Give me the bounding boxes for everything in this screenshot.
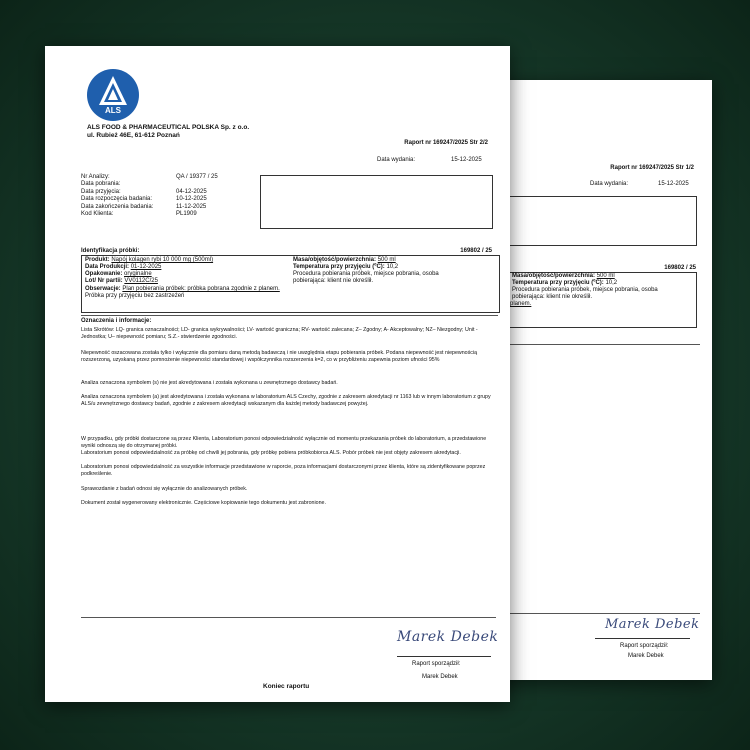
- signature-line: [397, 656, 491, 657]
- issue-date-value: 15-12-2025: [451, 157, 482, 163]
- end-of-report: Koniec raportu: [263, 683, 310, 690]
- info-value: 10-12-2025: [176, 196, 207, 203]
- procedure-line2: pobierająca: klient nie określił.: [293, 278, 374, 284]
- company-name: ALS FOOD & PHARMACEUTICAL POLSKA Sp. z o.o.: [87, 124, 250, 131]
- als-logo: [87, 69, 139, 121]
- accredited-text: Analiza oznaczona symbolem (a) jest akredytowana i została wykonana w laboratorium ALS Czechy, zgodnie z zakresem akredytacji nr 1163 lub w innym laboratorium z grupy ALS/u zewnętrznego dostawcy badań, zgodnie z zakresem akredytacji wskazanym dla każdej metody badawczej powyżej.: [81, 394, 491, 407]
- info-label: Data przyjęcia:: [81, 188, 121, 195]
- procedure-line2: pobierająca: klient nie określił.: [512, 294, 593, 300]
- scope-text: Sprawozdanie z badań odnosi się wyłącznie do analizowanych próbek.: [81, 486, 248, 492]
- divider: [81, 315, 498, 316]
- observations-line2: Próbka przy przyjęciu bez zastrzeżeń: [85, 293, 185, 299]
- divider: [81, 617, 496, 618]
- signature: Marek Debek: [397, 629, 499, 645]
- signature-line: [595, 638, 690, 639]
- report-number: Raport nr 169247/2025 Str 1/2: [610, 165, 694, 171]
- issue-date-label: Data wydania:: [590, 181, 629, 187]
- observations-row: Obserwacje: Plan pobierania próbek: próbka pobrana zgodnie z planem.: [85, 286, 280, 292]
- info-value: PL1909: [176, 211, 197, 218]
- mass-row: Masa/objętość/powierzchnia: 500 ml: [512, 273, 615, 279]
- marks-title: Oznaczenia i informacje:: [81, 318, 152, 324]
- planem-text: planem.: [510, 301, 532, 307]
- procedure-line1: Procedura pobierania próbek, miejsce pobrania, osoba: [293, 271, 439, 277]
- signature: Marek Debek: [605, 617, 700, 632]
- ident-title: Identyfikacja próbki:: [81, 248, 140, 254]
- company-address: ul. Rubież 46E, 61-612 Poznań: [87, 132, 180, 139]
- logo-text: ALS: [105, 106, 121, 115]
- issue-date-label: Data wydania:: [377, 157, 416, 163]
- abbreviations-text: Lista Skrótów: LQ- granica oznaczalności; LD- granica wykrywalności; LV- wartość graniczna; RV- wartość zalecana; Z– Zgodny; A- Akceptowalny; NZ– Niezgodny; Unit - Jednostka; U– niepewność pomiaru; S.Z.- stwierdzenie zgodności.: [81, 327, 478, 340]
- sample-number: 169802 / 25: [460, 248, 492, 254]
- responsibility-text-2: Laboratorium ponosi odpowiedzialność za próbkę od chwili jej pobrania, gdy próbkę pobiera próbkobiorca ALS. Pobór próbek nie jest objęty zakresem akredytacji.: [81, 450, 461, 456]
- non-accredited-text: Analiza oznaczona symbolem (s) nie jest akredytowana i została wykonana u zewnętrznego dostawcy badań.: [81, 380, 338, 386]
- info-label: Kod Klienta:: [81, 211, 114, 218]
- info-value: 11-12-2025: [176, 203, 207, 210]
- signed-name: Marek Debek: [628, 653, 664, 659]
- signed-label: Raport sporządził:: [620, 643, 669, 649]
- info-value: 04-12-2025: [176, 188, 207, 195]
- info-label: Data zakończenia badania:: [81, 203, 154, 210]
- info-value: QA / 19377 / 25: [176, 174, 218, 180]
- uncertainty-text: Niepewność oszacowana została tylko i wyłącznie dla pomiaru daną metodą badawczą i nie uwzględnia etapu pobierania próbek. Podana niepewność jest niepewnością rozszerzoną, uzyskaną przez pomnożenie niepewności standardowej i współczynnika rozszerzenia k=2, co w przybliżeniu zapewnia poziom ufności 95%: [81, 350, 478, 363]
- product-row: Produkt: Napój kolagen rybi 10 000 mg (500ml): [85, 257, 214, 263]
- info-labels: [81, 174, 153, 218]
- client-box: [260, 175, 493, 229]
- temperature-row: Temperatura przy przyjęciu (ºC): 10,2: [512, 280, 618, 286]
- report-page-2: [45, 46, 510, 702]
- info-label: Nr Analizy:: [81, 174, 110, 180]
- procedure-line1: Procedura pobierania próbek, miejsce pobrania, osoba: [512, 287, 658, 293]
- signed-label: Raport sporządził:: [412, 661, 461, 667]
- signed-name: Marek Debek: [422, 674, 458, 680]
- mass-row: Masa/objętość/powierzchnia: 500 ml: [293, 257, 396, 263]
- lot-row: Lot/ Nr partii: VV0112C/25: [85, 278, 158, 284]
- info-value: [176, 181, 218, 188]
- info-label: Data rozpoczęcia badania:: [81, 196, 153, 203]
- temperature-row: Temperatura przy przyjęciu (ºC): 10,2: [293, 264, 399, 270]
- packaging-row: Opakowanie: oryginalne: [85, 271, 152, 277]
- info-label: Data pobrania:: [81, 181, 121, 188]
- responsibility-text-1: W przypadku, gdy próbki dostarczone są przez Klienta, Laboratorium ponosi odpowiedzialność wyłącznie od momentu przekazania próbek do laboratorium, a przedstawione wyniki odnoszą się do otrzymanej próbki.: [81, 436, 487, 449]
- report-number: Raport nr 169247/2025 Str 2/2: [404, 140, 488, 146]
- sample-number: 169802 / 25: [664, 265, 696, 271]
- responsibility-text-3: Laboratorium ponosi odpowiedzialność za wszystkie informacje przedstawione w raporcie, poza informacjami dostarczonymi przez klienta, które są zidentyfikowane poprzez podkreślenie.: [81, 464, 486, 477]
- issue-date-value: 15-12-2025: [658, 181, 689, 187]
- production-row: Data Produkcji: 01-12-2025: [85, 264, 162, 270]
- info-values: [176, 174, 218, 218]
- electronic-doc-text: Dokument został wygenerowany elektronicznie. Częściowe kopiowanie tego dokumentu jest zabronione.: [81, 500, 326, 506]
